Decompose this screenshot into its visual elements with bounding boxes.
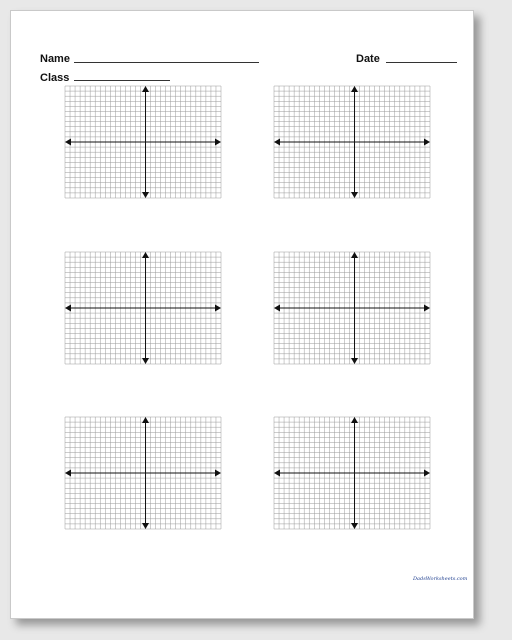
grid-svg <box>274 252 430 364</box>
y-axis-down-arrow <box>351 192 358 198</box>
y-axis-up-arrow <box>142 86 149 92</box>
coordinate-grid-6 <box>274 417 430 529</box>
y-axis-up-arrow <box>351 252 358 258</box>
grid-svg <box>65 252 221 364</box>
coordinate-grid-2 <box>274 86 430 198</box>
grid-svg <box>65 86 221 198</box>
x-axis-right-arrow <box>424 139 430 146</box>
y-axis-up-arrow <box>142 417 149 423</box>
worksheet-page <box>10 10 474 619</box>
y-axis-down-arrow <box>142 523 149 529</box>
x-axis-left-arrow <box>65 470 71 477</box>
date-label: Date <box>356 53 380 65</box>
coordinate-grid-3 <box>65 252 221 364</box>
x-axis-right-arrow <box>424 470 430 477</box>
class-label: Class <box>40 72 70 84</box>
x-axis-left-arrow <box>274 139 280 146</box>
x-axis-left-arrow <box>65 139 71 146</box>
y-axis-up-arrow <box>351 86 358 92</box>
y-axis-down-arrow <box>351 523 358 529</box>
name-line <box>74 62 259 63</box>
y-axis-up-arrow <box>142 252 149 258</box>
y-axis-down-arrow <box>142 358 149 364</box>
site-logo: DadsWorksheets.com <box>413 576 468 582</box>
coordinate-grid-1 <box>65 86 221 198</box>
class-line <box>74 80 170 81</box>
grid-svg <box>274 86 430 198</box>
y-axis-up-arrow <box>351 417 358 423</box>
x-axis-left-arrow <box>65 305 71 312</box>
coordinate-grid-5 <box>65 417 221 529</box>
x-axis-right-arrow <box>215 139 221 146</box>
x-axis-right-arrow <box>424 305 430 312</box>
x-axis-right-arrow <box>215 305 221 312</box>
grid-svg <box>274 417 430 529</box>
y-axis-down-arrow <box>351 358 358 364</box>
y-axis-down-arrow <box>142 192 149 198</box>
grid-svg <box>65 417 221 529</box>
x-axis-right-arrow <box>215 470 221 477</box>
coordinate-grid-4 <box>274 252 430 364</box>
x-axis-left-arrow <box>274 470 280 477</box>
date-line <box>386 62 457 63</box>
name-label: Name <box>40 53 70 65</box>
x-axis-left-arrow <box>274 305 280 312</box>
